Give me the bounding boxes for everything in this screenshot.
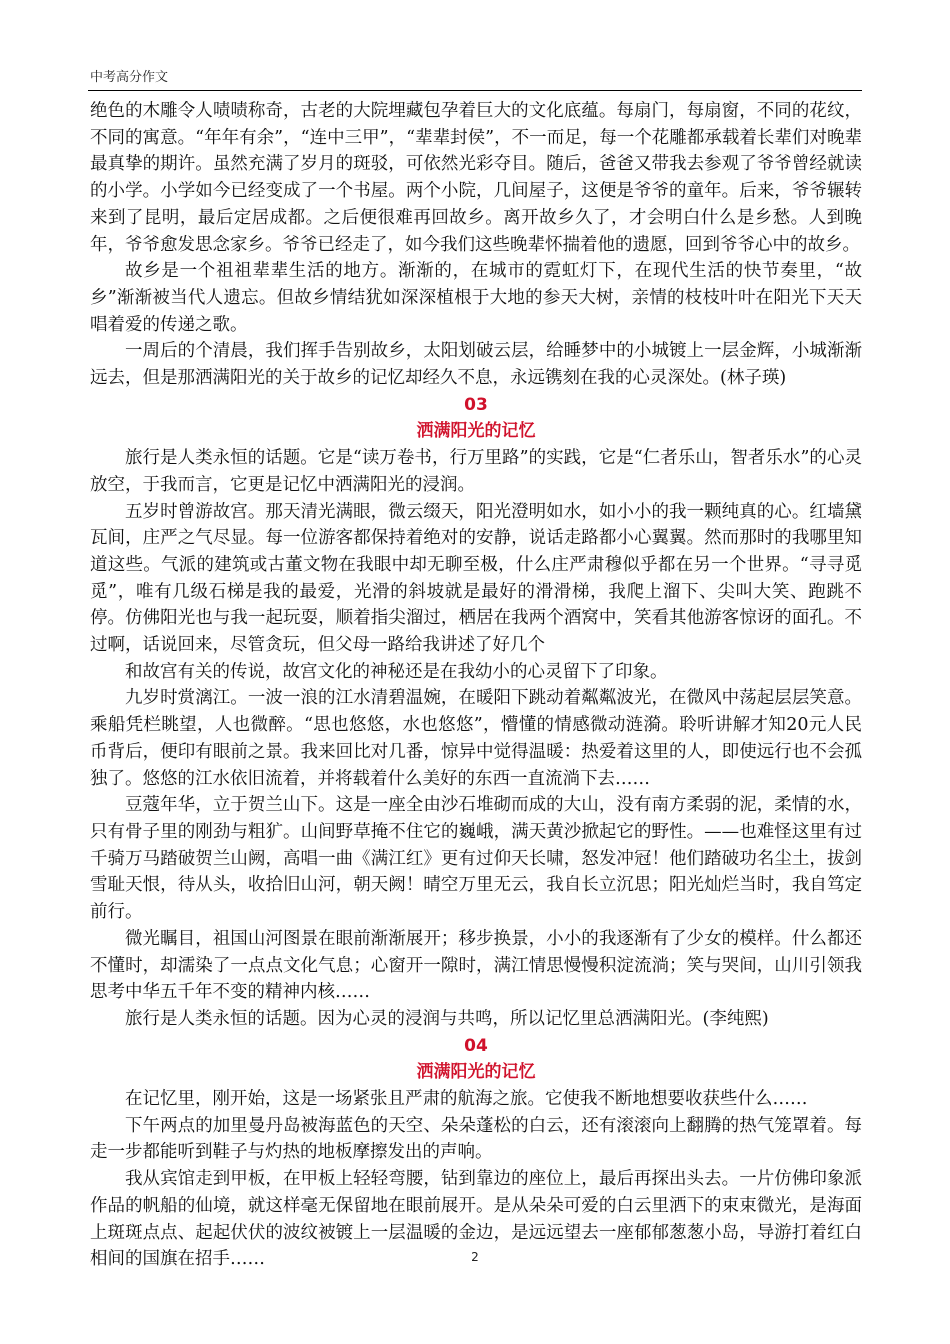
paragraph: 在记忆里，刚开始，这是一场紧张且严肃的航海之旅。它使我不断地想要收获些什么…… [125, 1089, 808, 1110]
paragraph: 微光瞩目，祖国山河图景在眼前渐渐展开；移步换景，小小的我逐渐有了少女的模样。什么都还不懂时，却濡染了一点点文化气息；心窗开一隙时，满江情思慢慢积淀流淌；笑与哭间，山川引领我思考中华五千年不变的精神内核…… [90, 928, 862, 1003]
section-number: 03 [464, 394, 488, 415]
running-header: 中考高分作文 [90, 70, 169, 85]
paragraph: 一周后的个清晨，我们挥手告别故乡，太阳划破云层，给睡梦中的小城镀上一层金辉，小城渐渐远去，但是那洒满阳光的关于故乡的记忆却经久不息，永远镌刻在我的心灵深处。(林子瑛) [90, 341, 862, 389]
paragraph: 我从宾馆走到甲板，在甲板上轻轻弯腰，钻到靠边的座位上，最后再探出头去。一片仿佛印象派作品的帆船的仙境，就这样毫无保留地在眼前展开。是从朵朵可爱的白云里洒下的束束微光，是海面上斑斑点点、起起伏伏的波纹被镀上一层温暖的金边，是远远望去一座郁郁葱葱小岛，导游打着红白相间的国旗在招手…… [90, 1169, 862, 1270]
paragraph: 和故宫有关的传说，故宫文化的神秘还是在我幼小的心灵留下了印象。 [125, 661, 668, 682]
paragraph: 五岁时曾游故宫。那天清光满眼，微云缀天，阳光澄明如水，如小小的我一颗纯真的心。红墙黛瓦间，庄严之气尽显。每一位游客都保持着绝对的安静，说话走路都小心翼翼。然而那时的我哪里知道这些。气派的建筑或古董文物在我眼中却无聊至极，什么庄严肃穆似乎都在另一个世界。“寻寻觅觅”，唯有几级石梯是我的最爱，光滑的斜坡就是最好的滑滑梯，我爬上溜下、尖叫大笑、跑跳不停。仿佛阳光也与我一起玩耍，顺着指尖溜过，栖居在我两个酒窝中，笑看其他游客惊讶的面孔。不过啊，话说回来，尽管贪玩，但父母一路给我讲述了好几个 [90, 501, 862, 656]
article-body [90, 98, 862, 1273]
paragraph: 下午两点的加里曼丹岛被海蓝色的天空、朵朵蓬松的白云，还有滚滚向上翻腾的热气笼罩着。每走一步都能听到鞋子与灼热的地板摩擦发出的声响。 [90, 1115, 862, 1163]
paragraph: 旅行是人类永恒的话题。它是“读万卷书，行万里路”的实践，它是“仁者乐山，智者乐水”的心灵放空，于我而言，它更是记忆中洒满阳光的浸润。 [90, 448, 862, 495]
paragraph: 九岁时赏漓江。一波一浪的江水清碧温婉，在暖阳下跳动着粼粼波光，在微风中荡起层层笑意。乘船凭栏眺望，人也微醉。“思也悠悠，水也悠悠”，懵懂的情感微动涟漪。聆听讲解才知20元人民币背后，便印有眼前之景。我来回比对几番，惊异中觉得温暖：热爱着这里的人，即使远行也不会孤独了。悠悠的江水依旧流着，并将载着什么美好的东西一直流淌下去…… [90, 688, 862, 789]
section-title: 洒满阳光的记忆 [416, 421, 536, 442]
paragraph: 豆蔻年华，立于贺兰山下。这是一座全由沙石堆砌而成的大山，没有南方柔弱的泥，柔情的水，只有骨子里的刚劲与粗犷。山间野草掩不住它的巍峨，满天黄沙掀起它的野性。——也难怪这里有过千骑万马踏破贺兰山阙，高唱一曲《满江红》更有过仰天长啸，怒发冲冠！他们踏破功名尘土，拔剑雪耻天恨，待从头，收拾旧山河，朝天阙！晴空万里无云，我自长立沉思；阳光灿烂当时，我自笃定前行。 [90, 795, 862, 923]
paragraph: 故乡是一个祖祖辈辈生活的地方。渐渐的，在城市的霓虹灯下，在现代生活的快节奏里，“故乡”渐渐被当代人遗忘。但故乡情结犹如深深植根于大地的参天大树，亲情的枝枝叶叶在阳光下天天唱着爱的传递之歌。 [90, 261, 862, 335]
header-rule [88, 90, 862, 91]
page-number: 2 [471, 1250, 479, 1264]
paragraph: 绝色的木雕令人啧啧称奇，古老的大院埋藏包孕着巨大的文化底蕴。每扇门，每扇窗，不同的花纹，不同的寓意。“年年有余”，“连中三甲”，“辈辈封侯”，不一而足，每一个花雕都承载着长辈们对晚辈最真挚的期许。虽然充满了岁月的斑驳，可依然光彩夺目。随后，爸爸又带我去参观了爷爷曾经就读的小学。小学如今已经变成了一个书屋。两个小院，几间屋子，这便是爷爷的童年。后来，爷爷辗转来到了昆明，最后定居成都。之后便很难再回故乡。离开故乡久了，才会明白什么是乡愁。人到晚年，爷爷愈发思念家乡。爷爷已经走了，如今我们这些晚辈怀揣着他的遗愿，回到爷爷心中的故乡。 [90, 101, 862, 255]
section-title: 洒满阳光的记忆 [416, 1062, 536, 1083]
paragraph: 旅行是人类永恒的话题。因为心灵的浸润与共鸣，所以记忆里总洒满阳光。(李纯熙) [125, 1008, 769, 1029]
section-number: 04 [464, 1035, 488, 1056]
